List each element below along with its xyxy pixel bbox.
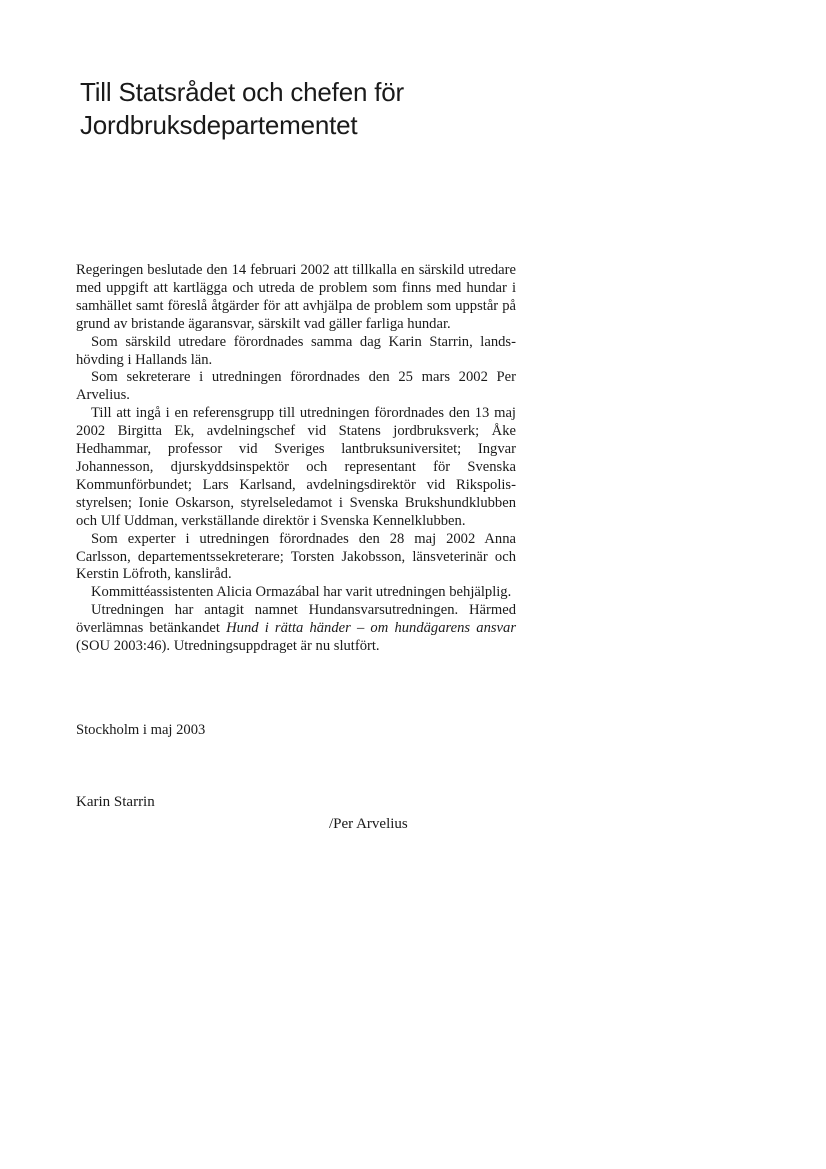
submission-text-start: Utredningen har antagit namnet Hundansvarsutredningen. Härmed överlämnas betänkandet xyxy=(76,602,516,637)
paragraph-reference-group: Till att ingå i en referensgrupp till utredningen förordnades den 13 maj 2002 Birgitta Ek, avdelningschef vid Statens jordbruksverk; Åke Hedhammar, professor vid Sveriges lantbruksuniversitet; Ingvar Johannesson, djurskyddsinspektör och representant för Svenska Kommunförbundet; Lars Karlsand, avdelningsdirektör vid Rikspolisstyrelsen; Ionie Oskarson, styrelseledamot i Svenska Brukshundklubben och Ulf Uddman, verkställande direktör i Svenska Kennelklubben. xyxy=(76,405,516,529)
heading-line-2: Jordbruksdepartementet xyxy=(80,110,358,140)
paragraph-assistant: Kommittéassistenten Alicia Ormazábal har varit utredningen behjälplig. xyxy=(91,584,512,601)
paragraph-assignment: Regeringen beslutade den 14 februari 2002 att tillkalla en särskild utredare med uppgift att kartlägga och utreda de problem som finns med hundar i samhället samt föreslå åtgärder för att avhjälpa de problem som uppstår på grund av bristande ägaransvar, särskilt vad gäller farliga hundar. xyxy=(76,262,516,332)
report-title: Hund i rätta händer – om hundägarens ansvar xyxy=(226,620,516,637)
paragraph-submission xyxy=(76,602,516,656)
heading-line-1: Till Statsrådet och chefen för xyxy=(80,77,404,107)
document-heading xyxy=(80,76,404,142)
paragraph-investigator: Som särskild utredare förordnades samma dag Karin Starrin, landshövding i Hallands län. xyxy=(76,333,516,368)
submission-text-end: (SOU 2003:46). Utredningsuppdraget är nu slutfört. xyxy=(76,638,380,655)
signature-secretary: /Per Arvelius xyxy=(329,816,408,832)
place-and-date: Stockholm i maj 2003 xyxy=(76,722,206,738)
letter-body xyxy=(76,262,516,656)
paragraph-experts: Som experter i utredningen förordnades den 28 maj 2002 Anna Carlsson, departementssekreterare; Torsten Jakobsson, länsveterinär och Kerstin Löfroth, kansliråd. xyxy=(76,530,516,583)
signature-chair: Karin Starrin xyxy=(76,794,155,810)
paragraph-secretary: Som sekreterare i utredningen förordnades den 25 mars 2002 Per Arvelius. xyxy=(76,369,516,404)
